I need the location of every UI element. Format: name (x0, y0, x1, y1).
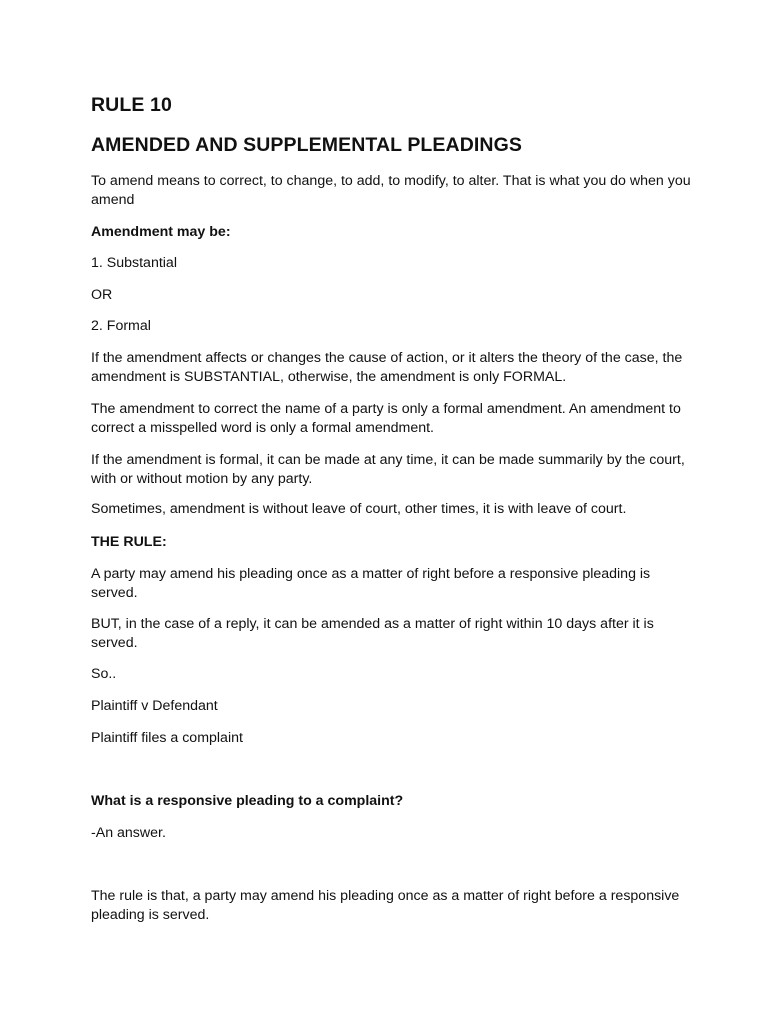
formal-example-paragraph: The amendment to correct the name of a party is only a formal amendment. An amendment to correct a misspelled word is only a formal amendment. (91, 401, 681, 436)
the-rule-heading: THE RULE: (91, 534, 167, 550)
answer-text: -An answer. (91, 825, 166, 841)
so-text: So.. (91, 666, 117, 682)
reply-paragraph: BUT, in the case of a reply, it can be amended as a matter of right within 10 days after it is served. (91, 616, 654, 651)
rule-paragraph: A party may amend his pleading once as a matter of right before a responsive pleading is served. (91, 566, 651, 601)
files-complaint-text: Plaintiff files a complaint (91, 730, 243, 746)
list-item-formal: 2. Formal (91, 318, 151, 334)
substantial-paragraph: If the amendment affects or changes the cause of action, or it alters the theory of the case, the amendment is SUBSTANTIAL, otherwise, the amendment is only FORMAL. (91, 350, 683, 385)
amendment-heading: Amendment may be: (91, 224, 231, 240)
section-title: AMENDED AND SUPPLEMENTAL PLEADINGS (91, 134, 522, 156)
or-text: OR (91, 287, 113, 303)
parties-text: Plaintiff v Defendant (91, 698, 218, 714)
leave-paragraph: Sometimes, amendment is without leave of court, other times, it is with leave of court. (91, 501, 627, 517)
list-item-substantial: 1. Substantial (91, 255, 177, 271)
final-paragraph: The rule is that, a party may amend his pleading once as a matter of right before a responsive pleading is served. (91, 888, 680, 923)
question-heading: What is a responsive pleading to a complaint? (91, 793, 404, 809)
formal-time-paragraph: If the amendment is formal, it can be made at any time, it can be made summarily by the court, with or without motion by any party. (91, 452, 685, 487)
rule-title: RULE 10 (91, 94, 172, 116)
definition-paragraph: To amend means to correct, to change, to add, to modify, to alter. That is what you do when you amend (91, 173, 691, 208)
